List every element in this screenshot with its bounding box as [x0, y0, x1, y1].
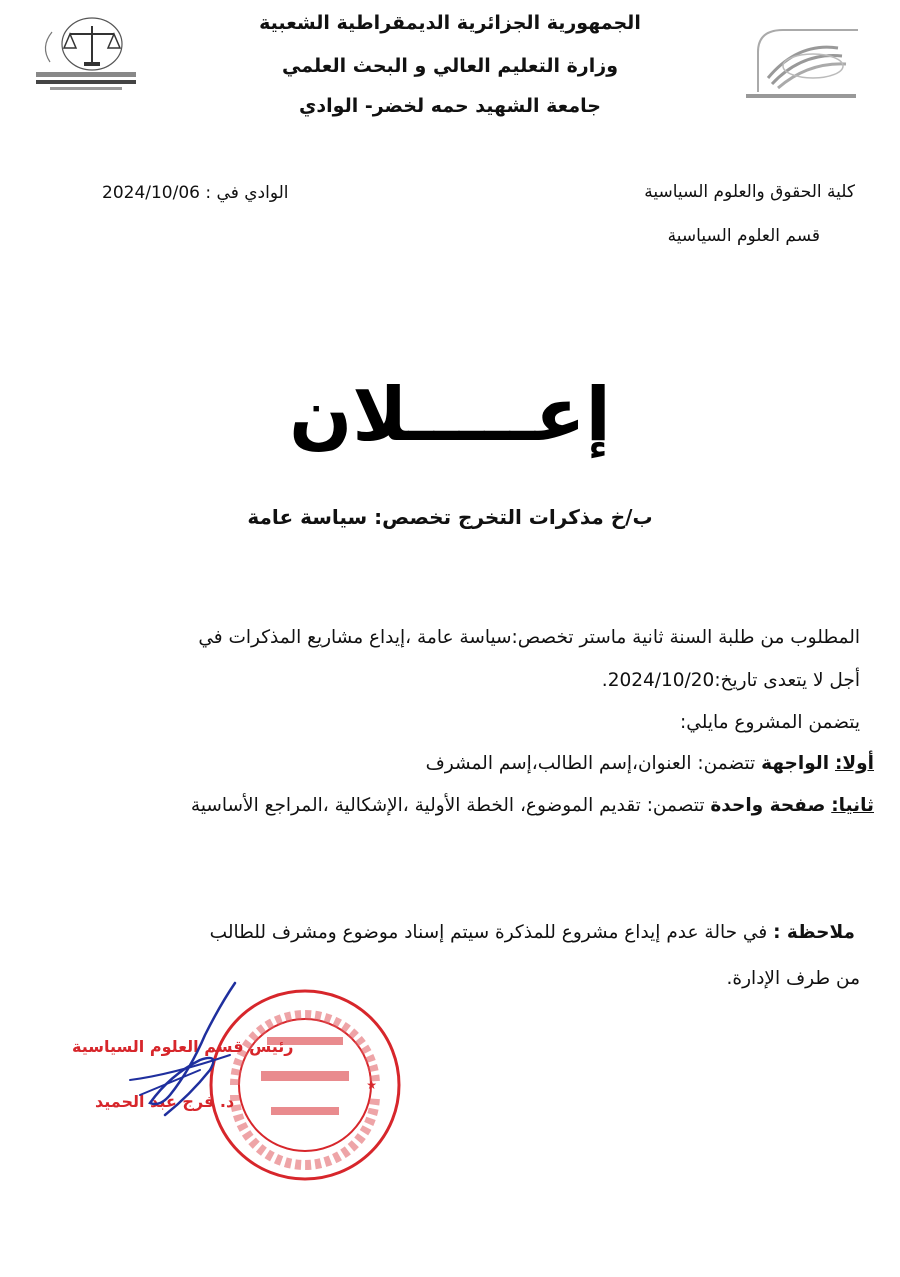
signatory-title: رئيس قسم العلوم السياسية	[72, 1037, 294, 1056]
header-republic: الجمهورية الجزائرية الديمقراطية الشعبية	[259, 12, 641, 34]
handwritten-signature	[110, 975, 260, 1125]
note-label: ملاحظة :	[773, 922, 855, 943]
header-ministry: وزارة التعليم العالي و البحث العلمي	[282, 55, 618, 77]
body-line-3: يتضمن المشروع مايلي:	[680, 712, 860, 733]
list-item-1	[426, 753, 874, 774]
note-line-1	[210, 922, 855, 943]
issue-date	[102, 183, 289, 203]
list-item-2	[191, 795, 874, 816]
item-2-bold: صفحة واحدة	[710, 795, 826, 816]
item-1-bold: الواجهة	[761, 753, 830, 774]
faculty-name: كلية الحقوق والعلوم السياسية	[644, 182, 855, 202]
note-text-1: في حالة عدم إيداع مشروع للمذكرة سيتم إسناد موضوع ومشرف للطالب	[209, 922, 768, 943]
svg-text:★: ★	[366, 1078, 377, 1092]
signatory-name: د. فرج عبد الحميد	[95, 1092, 235, 1111]
subject-line: ب/خ مذكرات التخرج تخصص: سياسة عامة	[247, 505, 653, 529]
date-label: الوادي في :	[205, 183, 289, 203]
body-line-2: أجل لا يتعدى تاريخ:2024/10/20.	[601, 670, 860, 691]
item-2-label: ثانيا:	[831, 795, 874, 816]
department-name: قسم العلوم السياسية	[667, 226, 820, 246]
body-line-1: المطلوب من طلبة السنة ثانية ماستر تخصص:سياسة عامة ،إيداع مشاريع المذكرات في	[198, 627, 860, 648]
item-1-text: تتضمن: العنوان،إسم الطالب،إسم المشرف	[425, 753, 756, 774]
date-value: 2024/10/06	[102, 183, 200, 203]
item-1-label: أولا:	[834, 753, 874, 774]
note-line-2: من طرف الإدارة.	[726, 968, 860, 989]
header-university: جامعة الشهيد حمه لخضر- الوادي	[299, 95, 601, 117]
item-2-text: تتصمن: تقديم الموضوع، الخطة الأولية ،الإشكالية ،المراجع الأساسية	[190, 795, 705, 816]
page-title: إعـــــلان	[289, 372, 611, 458]
